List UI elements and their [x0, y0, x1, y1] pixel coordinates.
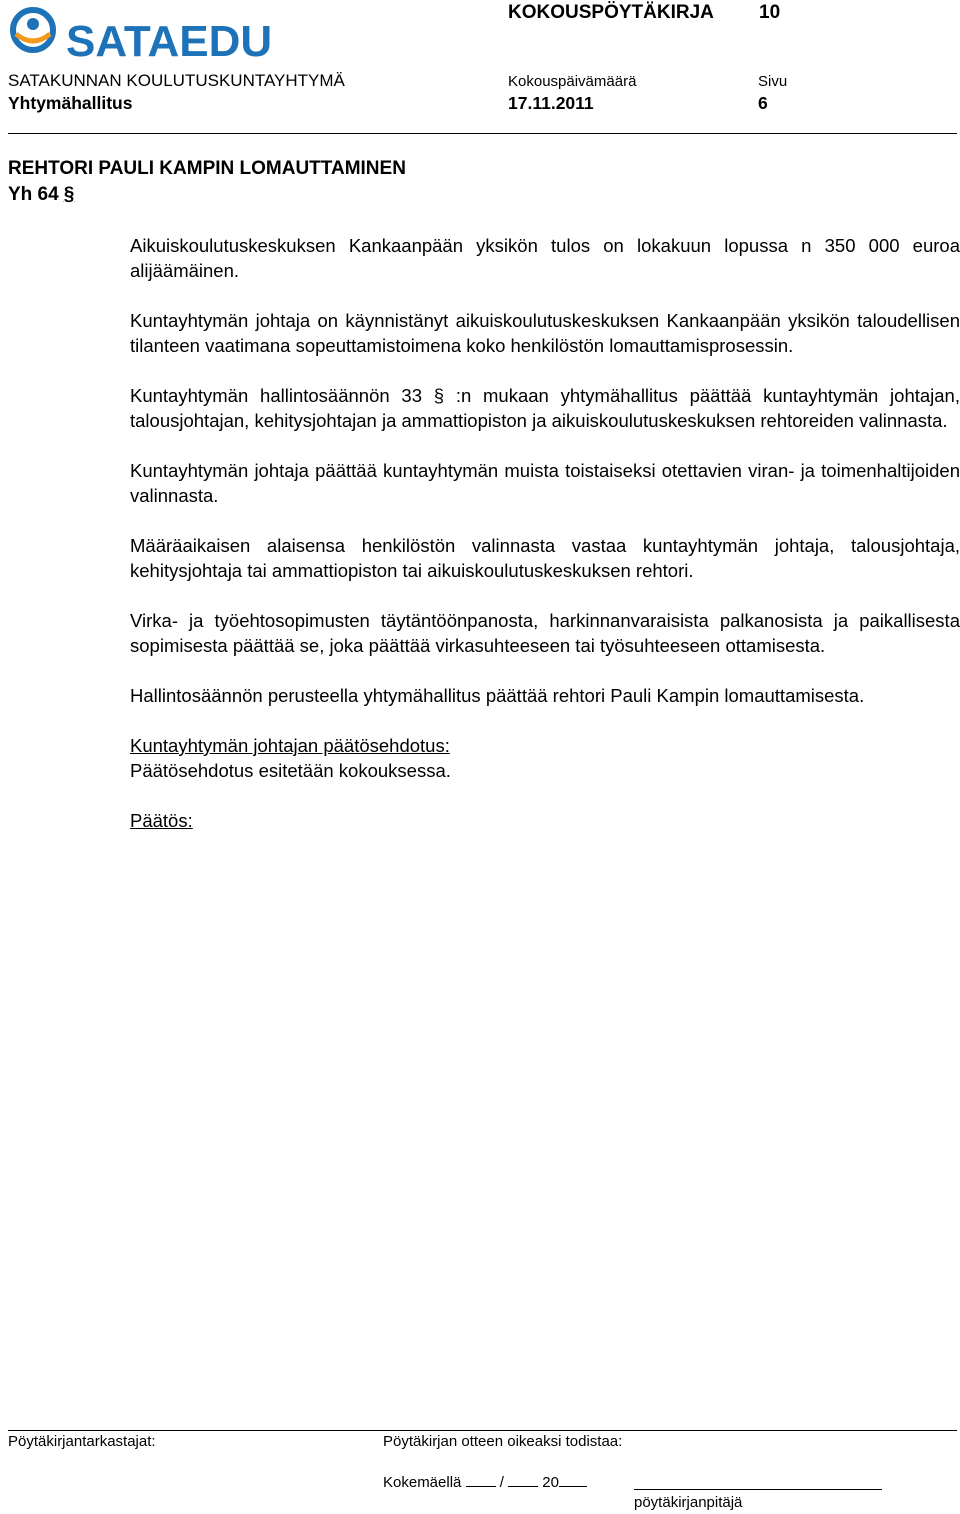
paragraph-7: Hallintosäännön perusteella yhtymähallitus päättää rehtori Pauli Kampin lomauttamisesta. — [130, 685, 865, 706]
date-separator: / — [499, 1474, 504, 1491]
proposal-heading: Kuntayhtymän johtajan päätösehdotus: — [130, 735, 450, 756]
decision-heading: Päätös: — [130, 810, 193, 831]
proposal-text: Päätösehdotus esitetään kokouksessa. — [130, 760, 451, 781]
page-number: 6 — [758, 93, 768, 113]
sataedu-logo — [8, 4, 273, 66]
paragraph-5: Määräaikaisen alaisensa henkilöstön valinnasta vastaa kuntayhtymän johtaja, talousjohtaja, kehitysjohtaja tai ammattiopiston tai aikuiskoulutuskeskuksen rehtori. — [130, 535, 960, 581]
paragraph-4: Kuntayhtymän johtaja päättää kuntayhtymän muista toistaiseksi otettavien viran- ja toimenhaltijoiden valinnasta. — [130, 460, 960, 506]
document-number: 10 — [759, 2, 781, 23]
paragraph-6: Virka- ja työehtosopimusten täytäntöönpanosta, harkinnanvaraisista palkanosista ja paikallisesta sopimisesta päättää se, joka päättää virkasuhteeseen tai työsuhteeseen ottamisesta. — [130, 610, 960, 656]
paragraph-2: Kuntayhtymän johtaja on käynnistänyt aikuiskoulutuskeskuksen Kankaanpään yksikön taloudellisen tilanteen vaatimana sopeuttamistoimena koko henkilöstön lomauttamisprosessin. — [130, 310, 960, 356]
logo-text: SATAEDU — [66, 17, 273, 66]
item-section — [8, 184, 74, 206]
month-blank — [508, 1474, 538, 1487]
section-number: Yh 64 — [8, 184, 59, 205]
minutes-body — [130, 233, 960, 858]
minutes-checkers-label: Pöytäkirjantarkastajat: — [8, 1433, 156, 1450]
sataedu-logo-mark — [8, 4, 273, 66]
organization-name: SATAKUNNAN KOULUTUSKUNTAYHTYMÄ — [8, 71, 345, 90]
governing-body: Yhtymähallitus — [8, 93, 133, 113]
section-sign: § — [63, 184, 75, 205]
certified-copy-label: Pöytäkirjan otteen oikeaksi todistaa: — [383, 1433, 623, 1450]
paragraph-1: Aikuiskoulutuskeskuksen Kankaanpään yksikön tulos on lokakuun lopussa n 350 000 euroa alijäämäinen. — [130, 235, 960, 281]
year-blank — [559, 1474, 587, 1487]
header-divider — [8, 133, 957, 134]
footer-divider — [8, 1430, 957, 1431]
signer-label: pöytäkirjanpitäjä — [634, 1494, 743, 1511]
place-name: Kokemäellä — [383, 1474, 462, 1491]
page-label: Sivu — [758, 73, 788, 90]
paragraph-3: Kuntayhtymän hallintosäännön 33 § :n mukaan yhtymähallitus päättää kuntayhtymän johtajan, talousjohtajan, kehitysjohtajan ja ammattiopiston ja aikuiskoulutuskeskuksen rehtoreiden valinnasta. — [130, 385, 960, 431]
meeting-date: 17.11.2011 — [508, 93, 594, 113]
signature-place-date — [383, 1474, 587, 1491]
day-blank — [466, 1474, 496, 1487]
meeting-date-label: Kokouspäivämäärä — [508, 73, 637, 90]
item-title: REHTORI PAULI KAMPIN LOMAUTTAMINEN — [8, 158, 406, 179]
year-prefix: 20 — [542, 1474, 559, 1491]
signature-line — [634, 1489, 882, 1490]
document-type: KOKOUSPÖYTÄKIRJA — [508, 2, 714, 23]
